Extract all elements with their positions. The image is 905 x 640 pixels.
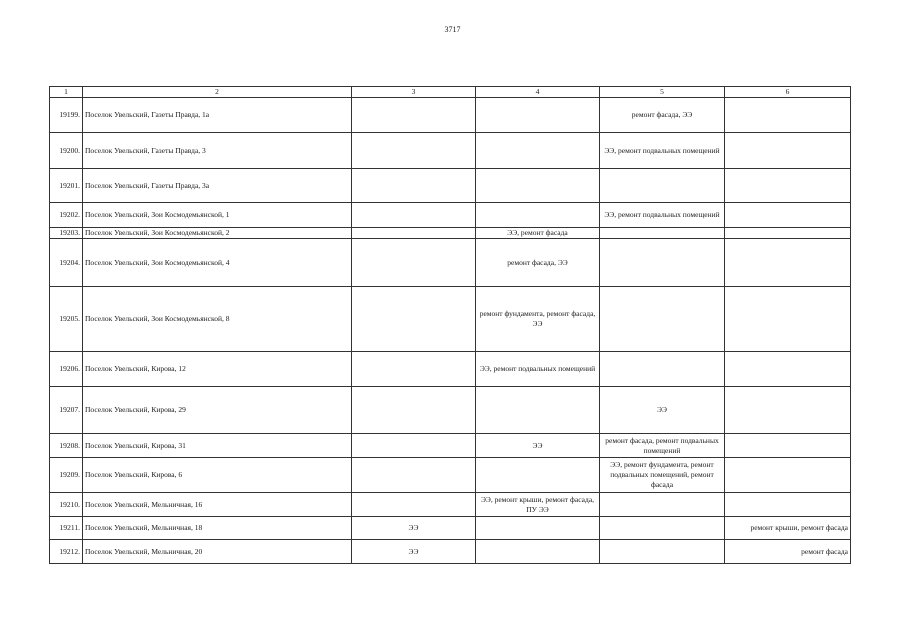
address-cell: Поселок Увельский, Мельничная, 20 <box>83 540 352 564</box>
col4-cell: ЭЭ, ремонт фасада <box>476 228 600 239</box>
col5-cell: ЭЭ, ремонт подвальных помещений <box>600 133 725 169</box>
column-header: 1 <box>50 87 83 98</box>
row-number: 19211. <box>50 517 83 540</box>
col5-cell: ЭЭ, ремонт фундамента, ремонт подвальных помещений, ремонт фасада <box>600 458 725 493</box>
col5-cell: ремонт фасада, ремонт подвальных помещений <box>600 434 725 458</box>
table-row <box>50 458 851 493</box>
table-row <box>50 203 851 228</box>
col6-cell <box>725 133 851 169</box>
table-row <box>50 352 851 387</box>
col6-cell <box>725 352 851 387</box>
row-number: 19205. <box>50 287 83 352</box>
col5-cell <box>600 493 725 517</box>
col4-cell <box>476 203 600 228</box>
row-number: 19212. <box>50 540 83 564</box>
col6-cell: ремонт крыши, ремонт фасада <box>725 517 851 540</box>
col3-cell <box>352 203 476 228</box>
register-table <box>49 86 851 564</box>
col4-cell <box>476 133 600 169</box>
column-header: 3 <box>352 87 476 98</box>
table-row <box>50 434 851 458</box>
table-row <box>50 387 851 434</box>
address-cell: Поселок Увельский, Газеты Правда, 1а <box>83 98 352 133</box>
col3-cell <box>352 133 476 169</box>
col3-cell <box>352 352 476 387</box>
col5-cell <box>600 287 725 352</box>
col4-cell: ремонт фундамента, ремонт фасада, ЭЭ <box>476 287 600 352</box>
page-number: 3717 <box>444 25 461 34</box>
address-cell: Поселок Увельский, Кирова, 31 <box>83 434 352 458</box>
column-header: 5 <box>600 87 725 98</box>
col3-cell <box>352 458 476 493</box>
column-header: 4 <box>476 87 600 98</box>
col6-cell <box>725 387 851 434</box>
col3-cell: ЭЭ <box>352 517 476 540</box>
address-cell: Поселок Увельский, Газеты Правда, 3 <box>83 133 352 169</box>
row-number: 19201. <box>50 169 83 203</box>
col6-cell <box>725 98 851 133</box>
col4-cell: ЭЭ <box>476 434 600 458</box>
col6-cell: ремонт фасада <box>725 540 851 564</box>
address-cell: Поселок Увельский, Зои Космодемьянской, 4 <box>83 239 352 287</box>
col6-cell <box>725 228 851 239</box>
col3-cell: ЭЭ <box>352 540 476 564</box>
address-cell: Поселок Увельский, Кирова, 12 <box>83 352 352 387</box>
address-cell: Поселок Увельский, Мельничная, 16 <box>83 493 352 517</box>
address-cell: Поселок Увельский, Зои Космодемьянской, 2 <box>83 228 352 239</box>
col3-cell <box>352 493 476 517</box>
row-number: 19204. <box>50 239 83 287</box>
col5-cell: ЭЭ <box>600 387 725 434</box>
table-row <box>50 540 851 564</box>
col5-cell <box>600 228 725 239</box>
col3-cell <box>352 228 476 239</box>
col5-cell: ЭЭ, ремонт подвальных помещений <box>600 203 725 228</box>
col6-cell <box>725 434 851 458</box>
address-cell: Поселок Увельский, Зои Космодемьянской, 1 <box>83 203 352 228</box>
address-cell: Поселок Увельский, Газеты Правда, 3а <box>83 169 352 203</box>
address-cell: Поселок Увельский, Зои Космодемьянской, 8 <box>83 287 352 352</box>
col4-cell <box>476 517 600 540</box>
header-row <box>50 87 851 98</box>
col4-cell: ремонт фасада, ЭЭ <box>476 239 600 287</box>
col5-cell <box>600 239 725 287</box>
address-cell: Поселок Увельский, Кирова, 6 <box>83 458 352 493</box>
row-number: 19203. <box>50 228 83 239</box>
col5-cell <box>600 352 725 387</box>
col6-cell <box>725 169 851 203</box>
col5-cell <box>600 517 725 540</box>
address-cell: Поселок Увельский, Мельничная, 18 <box>83 517 352 540</box>
column-header: 6 <box>725 87 851 98</box>
col4-cell <box>476 458 600 493</box>
table-row <box>50 169 851 203</box>
table-row <box>50 239 851 287</box>
row-number: 19200. <box>50 133 83 169</box>
row-number: 19209. <box>50 458 83 493</box>
col3-cell <box>352 434 476 458</box>
col3-cell <box>352 98 476 133</box>
row-number: 19199. <box>50 98 83 133</box>
row-number: 19207. <box>50 387 83 434</box>
table-row <box>50 228 851 239</box>
column-header: 2 <box>83 87 352 98</box>
row-number: 19208. <box>50 434 83 458</box>
col3-cell <box>352 387 476 434</box>
table-row <box>50 493 851 517</box>
col6-cell <box>725 493 851 517</box>
col5-cell <box>600 540 725 564</box>
row-number: 19210. <box>50 493 83 517</box>
col3-cell <box>352 239 476 287</box>
col6-cell <box>725 287 851 352</box>
col5-cell: ремонт фасада, ЭЭ <box>600 98 725 133</box>
table-row <box>50 133 851 169</box>
row-number: 19202. <box>50 203 83 228</box>
col4-cell <box>476 169 600 203</box>
col6-cell <box>725 203 851 228</box>
row-number: 19206. <box>50 352 83 387</box>
col4-cell <box>476 387 600 434</box>
col4-cell <box>476 98 600 133</box>
col5-cell <box>600 169 725 203</box>
table-row <box>50 517 851 540</box>
col3-cell <box>352 287 476 352</box>
table-row <box>50 98 851 133</box>
col6-cell <box>725 458 851 493</box>
address-cell: Поселок Увельский, Кирова, 29 <box>83 387 352 434</box>
col3-cell <box>352 169 476 203</box>
col6-cell <box>725 239 851 287</box>
table-row <box>50 287 851 352</box>
col4-cell: ЭЭ, ремонт крыши, ремонт фасада, ПУ ЭЭ <box>476 493 600 517</box>
col4-cell <box>476 540 600 564</box>
col4-cell: ЭЭ, ремонт подвальных помещений <box>476 352 600 387</box>
